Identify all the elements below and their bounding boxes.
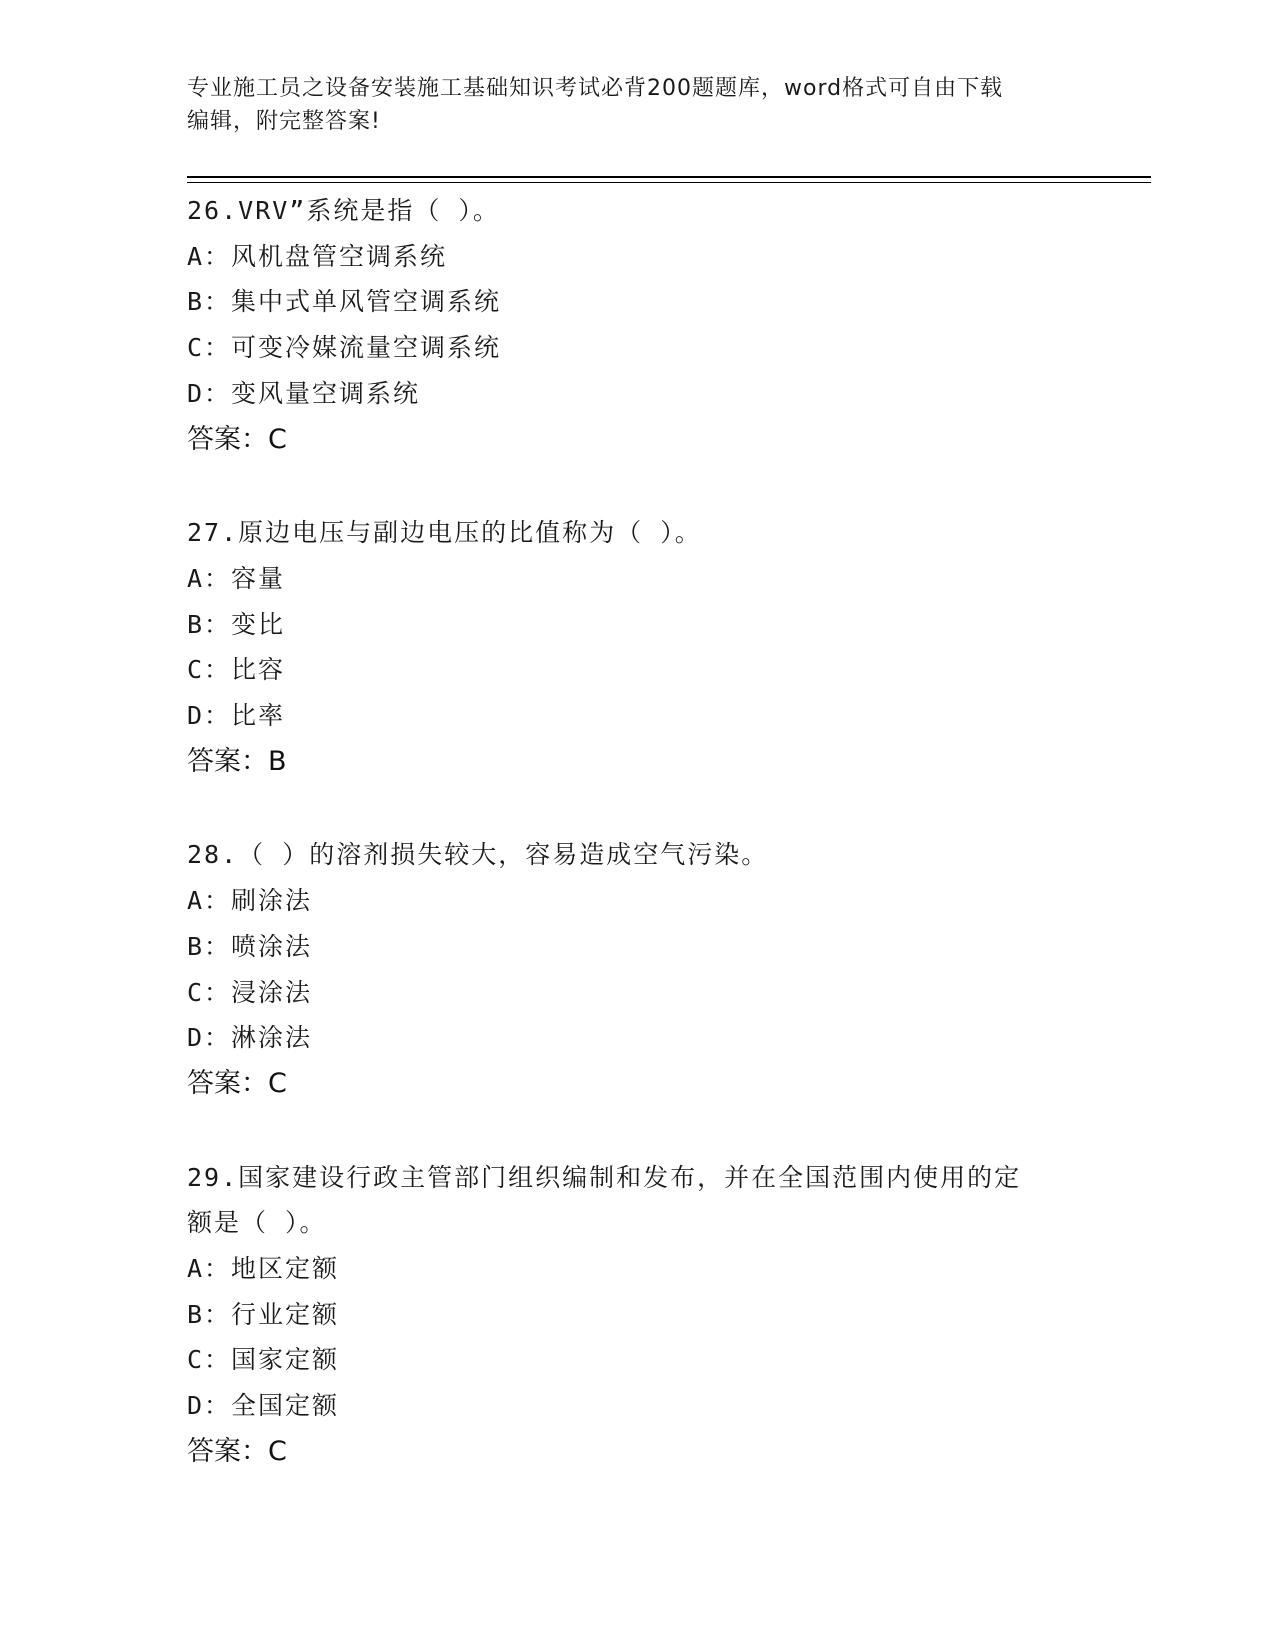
option-b: B：喷涂法	[187, 931, 313, 961]
question-stem: 28.（ ）的溶剂损失较大，容易造成空气污染。	[187, 840, 769, 870]
question-list	[187, 188, 1151, 1523]
header-line-2: 编辑，附完整答案!	[187, 109, 381, 134]
option-c: C：可变冷媒流量空调系统	[187, 333, 502, 363]
question-stem-line-2: 额是（ ）。	[187, 1208, 327, 1238]
option-b: B：集中式单风管空调系统	[187, 287, 502, 317]
question-stem: 27.原边电压与副边电压的比值称为（ ）。	[187, 518, 702, 548]
option-d: D：全国定额	[187, 1391, 340, 1421]
answer-line: 答案：C	[187, 1067, 287, 1099]
option-d: D：比率	[187, 701, 286, 731]
question-29	[187, 1155, 1151, 1475]
header-line-1: 专业施工员之设备安装施工基础知识考试必背200题题库，word格式可自由下载	[187, 76, 1004, 101]
option-c: C：比容	[187, 655, 286, 685]
option-a: A：容量	[187, 563, 286, 593]
answer-line: 答案：B	[187, 745, 287, 777]
header-divider-thin	[187, 182, 1151, 183]
option-d: D：变风量空调系统	[187, 378, 421, 408]
option-b: B：变比	[187, 609, 286, 639]
document-header	[187, 72, 1087, 138]
question-stem: 26.VRV”系统是指（ ）。	[187, 196, 500, 225]
option-c: C：国家定额	[187, 1345, 340, 1375]
question-27	[187, 510, 1151, 784]
option-b: B：行业定额	[187, 1299, 340, 1329]
question-stem-line-1: 29.国家建设行政主管部门组织编制和发布，并在全国范围内使用的定	[187, 1162, 1022, 1192]
option-c: C：浸涂法	[187, 977, 313, 1007]
question-28	[187, 832, 1151, 1106]
option-a: A：风机盘管空调系统	[187, 241, 448, 271]
answer-line: 答案：C	[187, 423, 287, 455]
answer-line: 答案：C	[187, 1435, 287, 1467]
option-d: D：淋涂法	[187, 1023, 313, 1053]
question-26	[187, 188, 1151, 462]
option-a: A：地区定额	[187, 1254, 340, 1284]
header-divider-thick	[187, 176, 1151, 178]
option-a: A：刷涂法	[187, 886, 313, 916]
